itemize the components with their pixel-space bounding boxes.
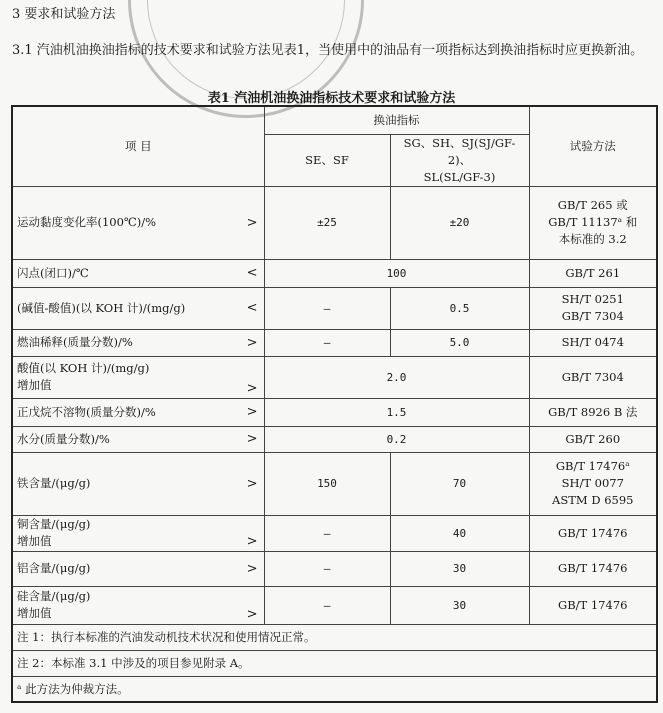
header-sg-line1: SG、SH、SJ(SJ/GF-2)、 xyxy=(403,135,516,167)
table-row xyxy=(12,356,657,398)
limit-value-sg-sl: 30 xyxy=(390,586,529,624)
item-cell xyxy=(12,515,264,551)
test-method-cell xyxy=(529,329,657,356)
item-label: 铝含量/(μg/g) xyxy=(17,561,91,575)
header-se-sf: SE、SF xyxy=(264,134,390,186)
test-method-cell xyxy=(529,356,657,398)
item-label: 正戊烷不溶物(质量分数)/% xyxy=(17,404,156,419)
header-item: 项 目 xyxy=(12,106,264,186)
test-method: GB/T 11137ᵃ 和 xyxy=(548,215,638,229)
test-method: GB/T 261 xyxy=(565,265,621,280)
item-cell xyxy=(12,287,264,329)
test-method: SH/T 0077 xyxy=(561,476,624,490)
limit-symbol: > xyxy=(246,215,258,230)
item-label: 水分(质量分数)/% xyxy=(17,431,110,446)
test-method: ASTM D 6595 xyxy=(552,493,634,507)
footnote-row xyxy=(12,676,657,702)
test-method: GB/T 17476 xyxy=(558,525,628,540)
test-method: GB/T 7304 xyxy=(561,309,624,323)
test-method-cell xyxy=(529,186,657,259)
limit-value-merged: 2.0 xyxy=(264,356,529,398)
section-heading: 3 要求和试验方法 xyxy=(12,7,116,22)
limit-symbol: > xyxy=(246,404,258,420)
table-note: 注 2：本标准 3.1 中涉及的项目参见附录 A。 xyxy=(12,650,657,676)
limit-value-sg-sl: 5.0 xyxy=(390,329,529,356)
limit-value-se-sf: — xyxy=(264,329,390,356)
item-label: 硅含量/(μg/g) xyxy=(17,589,91,603)
test-method-cell xyxy=(529,426,657,452)
limit-symbol: > xyxy=(246,380,258,396)
oil-change-spec-table xyxy=(11,105,658,703)
table-footnote: ᵃ 此方法为仲裁方法。 xyxy=(12,676,657,702)
table-row xyxy=(12,329,657,356)
item-cell xyxy=(12,551,264,586)
table-row xyxy=(12,426,657,452)
table-row xyxy=(12,586,657,624)
table-header-row xyxy=(12,106,657,134)
limit-value-sg-sl: 0.5 xyxy=(390,287,529,329)
limit-symbol: < xyxy=(246,300,258,316)
test-method: GB/T 260 xyxy=(565,431,621,446)
item-cell xyxy=(12,186,264,259)
limit-value-se-sf: — xyxy=(264,551,390,586)
item-label: (碱值-酸值)(以 KOH 计)/(mg/g) xyxy=(17,300,186,315)
table-caption: 表1 汽油机油换油指标技术要求和试验方法 xyxy=(207,91,456,106)
item-label: 燃油稀释(质量分数)/% xyxy=(17,335,133,349)
limit-value-merged: 1.5 xyxy=(264,398,529,426)
test-method: GB/T 17476ᵃ xyxy=(555,459,630,473)
limit-symbol: > xyxy=(246,606,258,622)
limit-value-se-sf: — xyxy=(264,287,390,329)
table-row xyxy=(12,398,657,426)
item-label: 酸值(以 KOH 计)/(mg/g) xyxy=(17,361,150,375)
note-row xyxy=(12,624,657,650)
limit-value-se-sf: ±25 xyxy=(264,186,390,259)
test-method-cell xyxy=(529,551,657,586)
limit-symbol: > xyxy=(246,476,258,491)
item-label: 增加值 xyxy=(17,606,52,620)
limit-value-merged: 0.2 xyxy=(264,426,529,452)
item-label: 增加值 xyxy=(17,378,52,392)
item-cell xyxy=(12,259,264,287)
limit-value-se-sf: — xyxy=(264,515,390,551)
item-cell xyxy=(12,452,264,515)
section-paragraph: 3.1 汽油机油换油指标的技术要求和试验方法见表1，当使用中的油品有一项指标达到换油指标时应更换新油。 xyxy=(12,43,644,58)
test-method-cell xyxy=(529,452,657,515)
table-row xyxy=(12,186,657,259)
limit-symbol: > xyxy=(246,561,258,576)
limit-value-se-sf: 150 xyxy=(264,452,390,515)
test-method: SH/T 0251 xyxy=(561,292,624,306)
test-method: 本标准的 3.2 xyxy=(558,232,627,246)
test-method: GB/T 8926 B 法 xyxy=(548,404,638,419)
item-label: 铁含量/(μg/g) xyxy=(17,476,91,490)
limit-symbol: > xyxy=(246,335,258,350)
item-label: 运动黏度变化率(100℃)/% xyxy=(17,215,157,229)
test-method: GB/T 7304 xyxy=(561,369,624,384)
header-group: 换油指标 xyxy=(264,106,529,134)
header-method: 试验方法 xyxy=(529,106,657,186)
test-method: GB/T 17476 xyxy=(558,597,628,612)
header-sg-sl xyxy=(390,134,529,186)
table-row xyxy=(12,551,657,586)
limit-value-sg-sl: 30 xyxy=(390,551,529,586)
table-note: 注 1：执行本标准的汽油发动机技术状况和使用情况正常。 xyxy=(12,624,657,650)
test-method: GB/T 265 或 xyxy=(557,198,628,212)
test-method-cell xyxy=(529,398,657,426)
limit-value-sg-sl: 70 xyxy=(390,452,529,515)
item-cell xyxy=(12,356,264,398)
table-row xyxy=(12,259,657,287)
limit-value-se-sf: — xyxy=(264,586,390,624)
limit-symbol: > xyxy=(246,533,258,549)
item-label: 闪点(闭口)/℃ xyxy=(17,265,89,280)
limit-value-merged: 100 xyxy=(264,259,529,287)
test-method: SH/T 0474 xyxy=(561,335,624,349)
item-cell xyxy=(12,398,264,426)
item-cell xyxy=(12,586,264,624)
test-method: GB/T 17476 xyxy=(558,561,628,575)
table-row xyxy=(12,452,657,515)
item-label: 增加值 xyxy=(17,534,52,548)
limit-value-sg-sl: 40 xyxy=(390,515,529,551)
test-method-cell xyxy=(529,515,657,551)
test-method-cell xyxy=(529,586,657,624)
limit-symbol: > xyxy=(246,431,258,447)
item-label: 铜含量/(μg/g) xyxy=(17,517,91,531)
limit-symbol: < xyxy=(246,265,258,281)
note-row xyxy=(12,650,657,676)
header-sg-line2: SL(SL/GF-3) xyxy=(423,169,496,184)
limit-value-sg-sl: ±20 xyxy=(390,186,529,259)
test-method-cell xyxy=(529,287,657,329)
item-cell xyxy=(12,329,264,356)
test-method-cell xyxy=(529,259,657,287)
item-cell xyxy=(12,426,264,452)
table-row xyxy=(12,287,657,329)
table-row xyxy=(12,515,657,551)
